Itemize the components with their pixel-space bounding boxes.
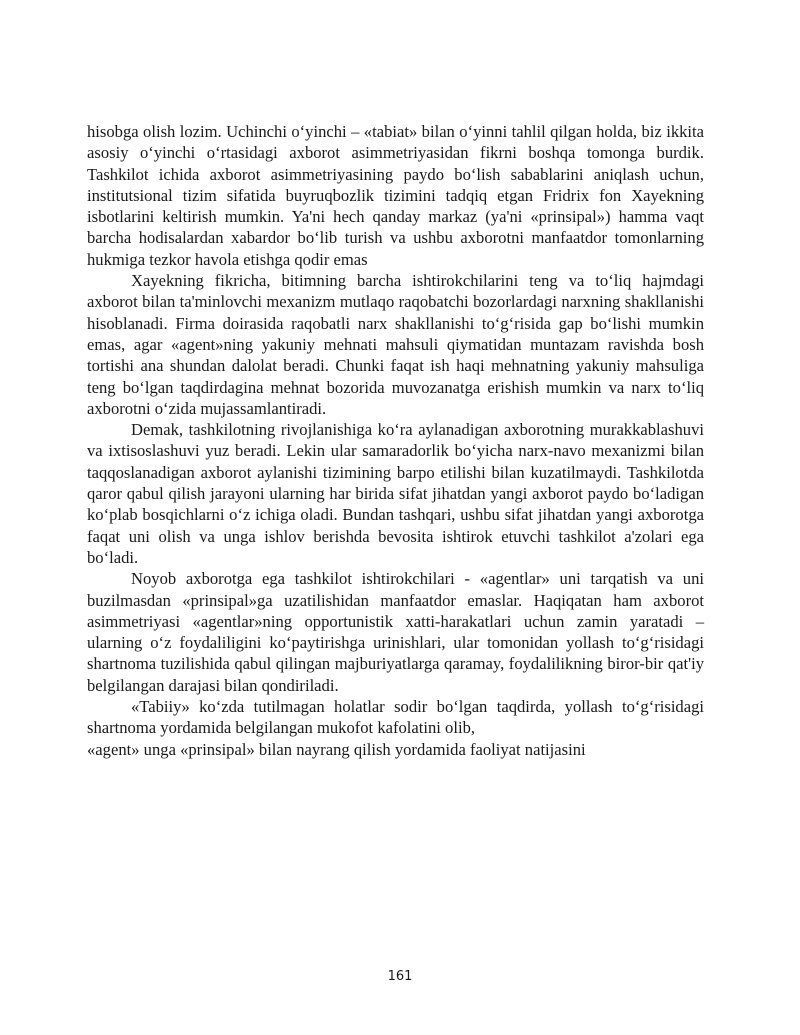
paragraph-5: «Tabiiy» ko‘zda tutilmagan holatlar sodir bo‘lgan taqdirda, yollash to‘g‘risidagi shartnoma yordamida belgilangan mukofot kafolatini olib, — [87, 697, 704, 738]
paragraph-3: Demak, tashkilotning rivojlanishiga ko‘ra aylanadigan axborotning murakkablashuvi va ixtisoslashuvi yuz beradi. Lekin ular samaradorlik bo‘yicha narx-navo mexanizmi bilan taqqoslanadigan axborot aylanishi tizimining barpo etilishi bilan kuzatilmaydi. Tashkilotda qaror qabul qilish jarayoni ularning har birida sifat jihatdan yangi axborot paydo bo‘ladigan ko‘plab bosqichlarni o‘z ichiga oladi. Bundan tashqari, ushbu sifat jihatdan yangi axborotga faqat uni olish va unga ishlov berishda bevosita ishtirok etuvchi tashkilot a'zolari ega bo‘ladi. — [87, 420, 704, 567]
paragraph-2: Xayekning fikricha, bitimning barcha ishtirokchilarini teng va to‘liq hajmdagi axborot bilan ta'minlovchi mexanizm mutlaqo raqobatchi bozorlardagi narxning shakllanishi hisoblanadi. Firma doirasida raqobatli narx shakllanishi to‘g‘risida gap bo‘lishi mumkin emas, agar «agent»ning yakuniy mehnati mahsuli qiymatidan muntazam ravishda bosh tortishi ana shundan dalolat beradi. Chunki faqat ish haqi mehnatning yakuniy mahsuliga teng bo‘lgan taqdirdagina mehnat bozorida muvozanatga erishish mumkin va narx to‘liq axborotni o‘zida mujassamlantiradi. — [87, 271, 704, 418]
paragraph-6: «agent» unga «prinsipal» bilan nayrang qilish yordamida faoliyat natijasini — [87, 739, 586, 759]
paragraph-1: hisobga olish lozim. Uchinchi o‘yinchi – «tabiat» bilan o‘yinni tahlil qilgan holda, biz ikkita asosiy o‘yinchi o‘rtasidagi axborot asimmetriyasidan fikrni boshqa tomonga burdik. Tashkilot ichida axborot asimmetriyasining paydo bo‘lish sabablarini aniqlash uchun, institutsional tizim sifatida buyruqbozlik tizimini tadqiq etgan Fridrix fon Xayekning isbotlarini keltirish mumkin. Ya'ni hech qanday markaz (ya'ni «prinsipal») hamma vaqt barcha hodisalardan xabardor bo‘lib turish va ushbu axborotni manfaatdor tomonlarning hukmiga tezkor havola etishga qodir emas — [87, 122, 704, 269]
paragraph-4: Noyob axborotga ega tashkilot ishtirokchilari - «agentlar» uni tarqatish va uni buzilmasdan «prinsipal»ga uzatilishidan manfaatdor emaslar. Haqiqatan ham axborot asimmetriyasi «agentlar»ning opportunistik xatti-harakatlari uchun zamin yaratadi – ularning o‘z foydaliligini ko‘paytirishga urinishlari, ular tomonidan yollash to‘g‘risidagi shartnoma tuzilishida qabul qilingan majburiyatlarga qaramay, foydalilikning biror-bir qat'iy belgilangan darajasi bilan qondiriladi. — [87, 569, 704, 695]
page-number: 161 — [387, 969, 413, 984]
body-text — [87, 121, 704, 760]
